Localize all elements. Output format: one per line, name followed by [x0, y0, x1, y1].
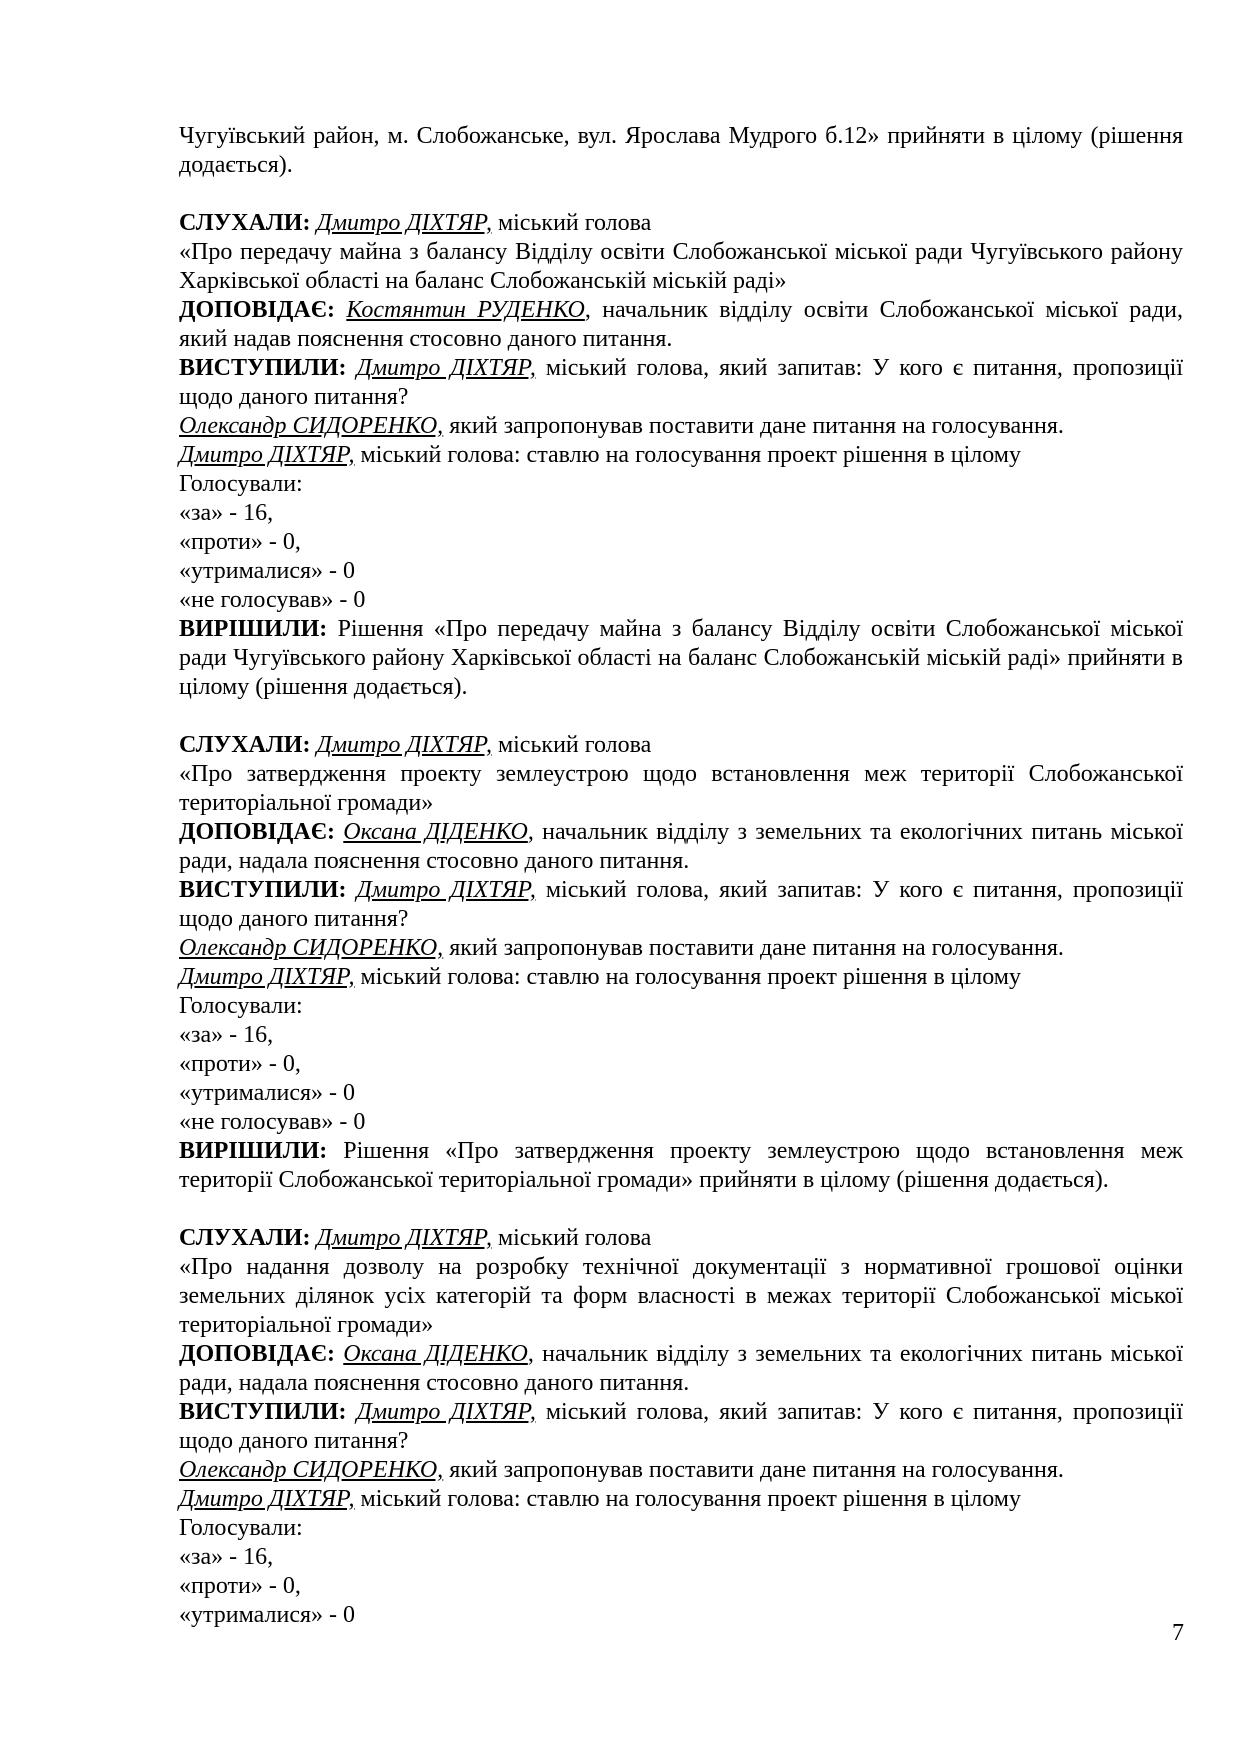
paragraph-text: міський голова: [491, 732, 652, 758]
section-label: ВИРІШИЛИ:: [179, 1138, 344, 1164]
paragraph: [179, 1514, 1183, 1543]
paragraph: [179, 731, 1183, 760]
paragraph: [179, 963, 1183, 992]
paragraph: [179, 818, 1183, 876]
paragraph: [179, 296, 1183, 354]
blank-line: [179, 702, 1183, 731]
paragraph-text: «утрималися» - 0: [179, 1602, 356, 1628]
paragraph: [179, 1398, 1183, 1456]
paragraph-text: який запропонував поставити дане питання на голосування.: [443, 1457, 1064, 1483]
paragraph: [179, 1224, 1183, 1253]
paragraph: [179, 586, 1183, 615]
blank-line: [179, 180, 1183, 209]
blank-line: [179, 1195, 1183, 1224]
paragraph-text: який запропонував поставити дане питання на голосування.: [443, 935, 1064, 961]
person-name: Олександр СИДОРЕНКО,: [179, 935, 444, 961]
paragraph-text: «Про затвердження проекту землеустрою щодо встановлення меж території Слобожанської територіальної громади»: [179, 761, 1183, 816]
section-label: ВИСТУПИЛИ:: [179, 1399, 357, 1425]
paragraph: [179, 992, 1183, 1021]
paragraph: [179, 557, 1183, 586]
paragraph: [179, 1021, 1183, 1050]
section-label: ВИСТУПИЛИ:: [179, 877, 357, 903]
person-name: Оксана ДІДЕНКО: [343, 819, 528, 845]
section-label: ДОПОВІДАЄ:: [179, 819, 344, 845]
person-name: Костянтин РУДЕНКО: [346, 297, 585, 323]
section-label: ВИРІШИЛИ:: [179, 616, 338, 642]
paragraph: [179, 1485, 1183, 1514]
paragraph: [179, 412, 1183, 441]
paragraph: [179, 1572, 1183, 1601]
paragraph-text: міський голова, який запитав: У кого є питання, пропозиції щодо даного питання?: [179, 355, 1184, 410]
person-name: Дмитро ДІХТЯР,: [316, 732, 492, 758]
paragraph-text: , начальник відділу з земельних та екологічних питань міської ради, надала пояснення стосовно даного питання.: [179, 819, 1183, 874]
person-name: Дмитро ДІХТЯР,: [356, 355, 536, 381]
paragraph: [179, 934, 1183, 963]
paragraph-text: Рішення «Про передачу майна з балансу Відділу освіти Слобожанської міської ради Чугуївського району Харківської області на баланс Слобожанській міській раді» прийняти в цілому (рішення додається).: [179, 616, 1183, 700]
paragraph-text: міський голова, який запитав: У кого є питання, пропозиції щодо даного питання?: [179, 877, 1184, 932]
paragraph-text: «проти» - 0,: [179, 1573, 301, 1599]
paragraph: [179, 238, 1183, 296]
paragraph: [179, 1137, 1183, 1195]
paragraph-text: «проти» - 0,: [179, 1051, 301, 1077]
paragraph-text: міський голова, який запитав: У кого є питання, пропозиції щодо даного питання?: [179, 1399, 1184, 1454]
paragraph: [179, 615, 1183, 702]
paragraph-text: «утрималися» - 0: [179, 558, 356, 584]
paragraph-text: який запропонував поставити дане питання на голосування.: [443, 413, 1064, 439]
paragraph: [179, 528, 1183, 557]
paragraph-text: «за» - 16,: [179, 500, 274, 526]
paragraph-text: міський голова: ставлю на голосування проект рішення в цілому: [354, 1486, 1021, 1512]
paragraph: [179, 1456, 1183, 1485]
person-name: Дмитро ДІХТЯР,: [316, 210, 492, 236]
paragraph-text: , начальник відділу освіти Слобожанської міської ради, який надав пояснення стосовно даного питання.: [179, 297, 1183, 352]
paragraph-text: міський голова: [491, 1225, 652, 1251]
section-label: СЛУХАЛИ:: [179, 1225, 317, 1251]
paragraph-text: Рішення «Про затвердження проекту землеустрою щодо встановлення меж території Слобожанської територіальної громади» прийняти в цілому (рішення додається).: [179, 1138, 1183, 1193]
paragraph: [179, 1340, 1183, 1398]
paragraph-text: , начальник відділу з земельних та екологічних питань міської ради, надала пояснення стосовно даного питання.: [179, 1341, 1183, 1396]
document-body: [179, 122, 1183, 1630]
paragraph-text: «не голосував» - 0: [179, 1109, 366, 1135]
person-name: Оксана ДІДЕНКО: [343, 1341, 528, 1367]
person-name: Дмитро ДІХТЯР,: [179, 964, 355, 990]
paragraph: [179, 441, 1183, 470]
person-name: Олександр СИДОРЕНКО,: [179, 413, 444, 439]
section-label: ДОПОВІДАЄ:: [179, 297, 347, 323]
paragraph-text: «утрималися» - 0: [179, 1080, 356, 1106]
paragraph: [179, 122, 1183, 180]
paragraph: [179, 1253, 1183, 1340]
paragraph: [179, 876, 1183, 934]
paragraph: [179, 1108, 1183, 1137]
section-label: СЛУХАЛИ:: [179, 210, 317, 236]
paragraph: [179, 760, 1183, 818]
paragraph: [179, 209, 1183, 238]
paragraph-text: «не голосував» - 0: [179, 587, 366, 613]
paragraph-text: «Про надання дозволу на розробку технічної документації з нормативної грошової оцінки земельних ділянок усіх категорій та форм власності в межах території Слобожанської міської територіальної громади»: [179, 1254, 1183, 1338]
paragraph: [179, 354, 1183, 412]
section-label: ДОПОВІДАЄ:: [179, 1341, 344, 1367]
paragraph: [179, 1050, 1183, 1079]
paragraph-text: Голосували:: [179, 1515, 303, 1541]
person-name: Дмитро ДІХТЯР,: [179, 1486, 355, 1512]
paragraph: [179, 1079, 1183, 1108]
person-name: Олександр СИДОРЕНКО,: [179, 1457, 444, 1483]
person-name: Дмитро ДІХТЯР,: [179, 442, 355, 468]
person-name: Дмитро ДІХТЯР,: [316, 1225, 492, 1251]
person-name: Дмитро ДІХТЯР,: [356, 1399, 536, 1425]
paragraph: [179, 470, 1183, 499]
paragraph: [179, 1601, 1183, 1630]
paragraph-text: міський голова: ставлю на голосування проект рішення в цілому: [354, 442, 1021, 468]
paragraph-text: міський голова: ставлю на голосування проект рішення в цілому: [354, 964, 1021, 990]
paragraph-text: Голосували:: [179, 993, 303, 1019]
paragraph-text: «проти» - 0,: [179, 529, 301, 555]
paragraph: [179, 1543, 1183, 1572]
paragraph-text: «Про передачу майна з балансу Відділу освіти Слобожанської міської ради Чугуївського району Харківської області на баланс Слобожанській міській раді»: [179, 239, 1183, 294]
paragraph-text: міський голова: [491, 210, 652, 236]
paragraph-text: «за» - 16,: [179, 1544, 274, 1570]
paragraph: [179, 499, 1183, 528]
paragraph-text: Голосували:: [179, 471, 303, 497]
person-name: Дмитро ДІХТЯР,: [356, 877, 536, 903]
section-label: СЛУХАЛИ:: [179, 732, 317, 758]
paragraph-text: Чугуївський район, м. Слобожанське, вул. Ярослава Мудрого б.12» прийняти в цілому (рішення додається).: [179, 123, 1183, 178]
section-label: ВИСТУПИЛИ:: [179, 355, 357, 381]
paragraph-text: «за» - 16,: [179, 1022, 274, 1048]
page-number: 7: [1172, 1620, 1184, 1646]
